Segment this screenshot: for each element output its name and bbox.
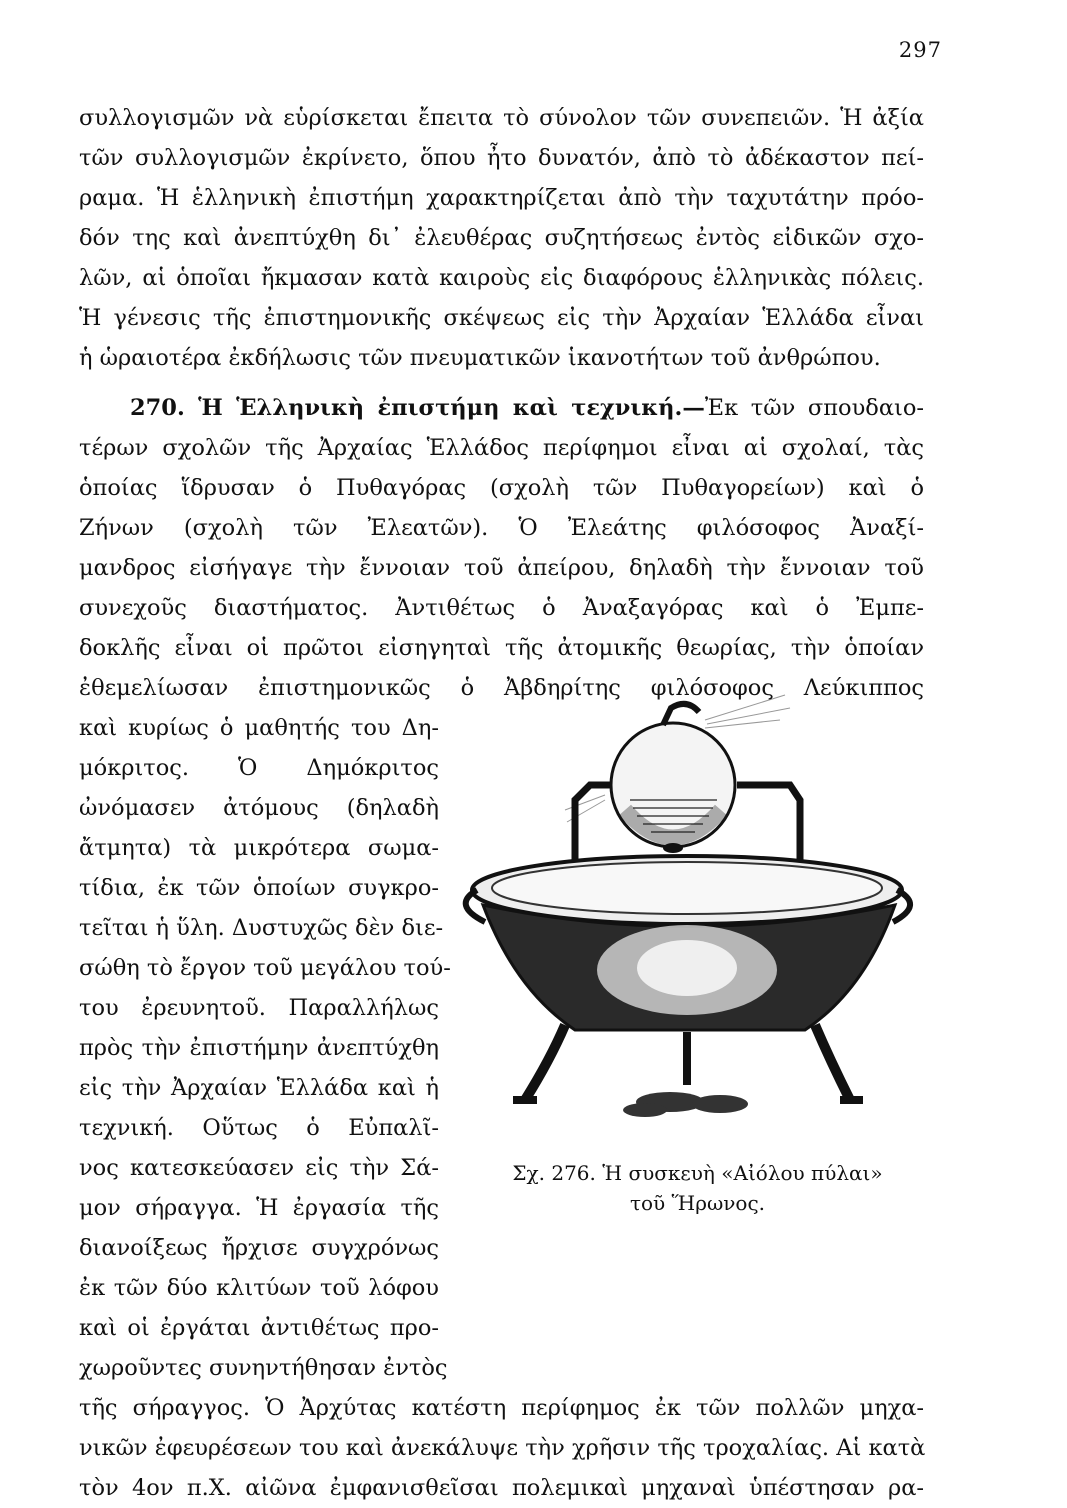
text-line: νικῶν ἐφευρέσεων του καὶ ἀνεκάλυψε τὴν χρῆσιν τῆς τροχαλίας. Αἱ κατὰ bbox=[79, 1435, 926, 1461]
text-line: μόκριτος. Ὁ Δημόκριτος bbox=[79, 755, 439, 781]
text-line: ὁποίας ἵδρυσαν ὁ Πυθαγόρας (σχολὴ τῶν Πυθαγορείων) καὶ ὁ bbox=[79, 475, 924, 501]
text-line: ἡ ὡραιοτέρα ἐκδήλωσις τῶν πνευματικῶν ἱκανοτήτων τοῦ ἀνθρώπου. bbox=[79, 345, 881, 371]
text-line: νος κατεσκεύασεν εἰς τὴν Σά- bbox=[79, 1155, 439, 1181]
text-line: δοκλῆς εἶναι οἱ πρῶτοι εἰσηγηταὶ τῆς ἀτομικῆς θεωρίας, τὴν ὁποίαν bbox=[79, 635, 924, 661]
text-line: καὶ κυρίως ὁ μαθητής του Δη- bbox=[79, 715, 439, 741]
figure-caption bbox=[470, 1158, 925, 1218]
text-line: πρὸς τὴν ἐπιστήμην ἀνεπτύχθη bbox=[79, 1035, 439, 1061]
text-line: διανοίξεως ἤρχισε συγχρόνως bbox=[79, 1235, 439, 1261]
text-line: χωροῦντες συνηντήθησαν ἐντὸς bbox=[79, 1355, 448, 1381]
figure-caption-line: Σχ. 276. Ἡ συσκευὴ «Αἰόλου πύλαι» bbox=[512, 1161, 883, 1185]
text-line: συνεχοῦς διαστήματος. Ἀντιθέτως ὁ Ἀναξαγόρας καὶ ὁ Ἐμπε- bbox=[79, 595, 924, 621]
text-line: μον σήραγγα. Ἡ ἐργασία τῆς bbox=[79, 1195, 439, 1221]
text-line: δόν της καὶ ἀνεπτύχθη δι᾽ ἐλευθέρας συζητήσεως ἐντὸς εἰδικῶν σχο- bbox=[79, 225, 924, 251]
text-line: ἐθεμελίωσαν ἐπιστημονικῶς ὁ Ἀβδηρίτης φιλόσοφος Λεύκιππος bbox=[79, 675, 924, 701]
text-line: τέρων σχολῶν τῆς Ἀρχαίας Ἑλλάδος περίφημοι εἶναι αἱ σχολαί, τὰς bbox=[79, 435, 924, 461]
text-line: ραμα. Ἡ ἑλληνικὴ ἐπιστήμη χαρακτηρίζεται ἀπὸ τὴν ταχυτάτην πρόο- bbox=[79, 185, 924, 211]
text-line: τῶν συλλογισμῶν ἐκρίνετο, ὅπου ἦτο δυνατόν, ἀπὸ τὸ ἀδέκαστον πεί- bbox=[79, 145, 924, 171]
aeolipile-illustration bbox=[455, 690, 935, 1160]
text-line: ὠνόμασεν ἀτόμους (δηλαδὴ bbox=[79, 795, 439, 821]
page-number: 297 bbox=[898, 38, 942, 62]
text-line: τῆς σήραγγος. Ὁ Ἀρχύτας κατέστη περίφημος ἐκ τῶν πολλῶν μηχα- bbox=[79, 1395, 924, 1421]
text-line: Ζήνων (σχολὴ τῶν Ἐλεατῶν). Ὁ Ἐλεάτης φιλόσοφος Ἀναξί- bbox=[79, 515, 924, 541]
text-line: σώθη τὸ ἔργον τοῦ μεγάλου τού- bbox=[79, 955, 451, 981]
text-line: συλλογισμῶν νὰ εὑρίσκεται ἔπειτα τὸ σύνολον τῶν συνεπειῶν. Ἡ ἀξία bbox=[79, 105, 924, 131]
text-line: του ἐρευνητοῦ. Παραλλήλως bbox=[79, 995, 439, 1021]
text-line-fragment: Ἐκ τῶν σπουδαιο- bbox=[704, 395, 924, 421]
section-heading: 270. Ἡ Ἑλληνικὴ ἐπιστήμη καὶ τεχνική.— bbox=[130, 395, 705, 421]
text-line: τεῖται ἡ ὕλη. Δυστυχῶς δὲν διε- bbox=[79, 915, 444, 941]
section-heading-line bbox=[130, 388, 924, 428]
text-line: μανδρος εἰσήγαγε τὴν ἔννοιαν τοῦ ἀπείρου, δηλαδὴ τὴν ἔννοιαν τοῦ bbox=[79, 555, 924, 581]
figure-caption-line: τοῦ Ἥρωνος. bbox=[629, 1191, 766, 1215]
text-line: ἄτμητα) τὰ μικρότερα σωμα- bbox=[79, 835, 439, 861]
text-line: καὶ οἱ ἐργάται ἀντιθέτως προ- bbox=[79, 1315, 439, 1341]
text-line: τίδια, ἐκ τῶν ὁποίων συγκρο- bbox=[79, 875, 439, 901]
text-line: τὸν 4ον π.Χ. αἰῶνα ἐμφανισθεῖσαι πολεμικαὶ μηχαναὶ ὑπέστησαν ρα- bbox=[79, 1475, 924, 1501]
text-line: τεχνική. Οὕτως ὁ Εὐπαλῖ- bbox=[79, 1115, 439, 1141]
text-line: εἰς τὴν Ἀρχαίαν Ἑλλάδα καὶ ἡ bbox=[79, 1075, 439, 1101]
text-line: Ἡ γένεσις τῆς ἐπιστημονικῆς σκέψεως εἰς τὴν Ἀρχαίαν Ἑλλάδα εἶναι bbox=[79, 305, 924, 331]
text-line: λῶν, αἱ ὁποῖαι ἤκμασαν κατὰ καιροὺς εἰς διαφόρους ἑλληνικὰς πόλεις. bbox=[79, 265, 924, 291]
text-line: ἐκ τῶν δύο κλιτύων τοῦ λόφου bbox=[79, 1275, 439, 1301]
